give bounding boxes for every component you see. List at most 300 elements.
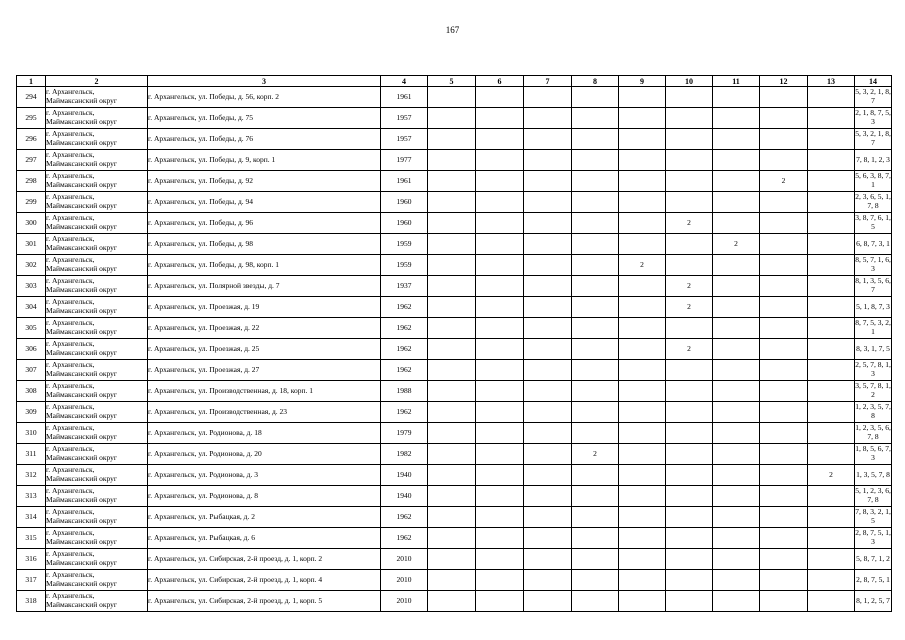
district-city: г. Архангельск, bbox=[46, 318, 95, 328]
page-number: 167 bbox=[445, 25, 460, 35]
district-city: г. Архангельск, bbox=[46, 423, 95, 433]
mark-cell-col6 bbox=[476, 129, 524, 150]
row-number: 301 bbox=[17, 234, 46, 255]
mark-cell-col10 bbox=[666, 507, 713, 528]
district-cell bbox=[46, 276, 148, 297]
mark-cell-col11 bbox=[713, 129, 760, 150]
mark-cell-col9 bbox=[619, 276, 666, 297]
mark-cell-col7 bbox=[524, 150, 572, 171]
mark-cell-col5 bbox=[428, 423, 476, 444]
mark-cell-col6 bbox=[476, 549, 524, 570]
mark-cell-col9 bbox=[619, 192, 666, 213]
row-number: 298 bbox=[17, 171, 46, 192]
mark-cell-col7 bbox=[524, 360, 572, 381]
mark-cell-col8 bbox=[572, 318, 619, 339]
mark-cell-col6 bbox=[476, 381, 524, 402]
address-cell: г. Архангельск, ул. Родионова, д. 8 bbox=[148, 486, 381, 507]
mark-cell-col9 bbox=[619, 87, 666, 108]
sequence-cell: 5, 1, 8, 7, 3 bbox=[855, 297, 892, 318]
mark-cell-col11 bbox=[713, 213, 760, 234]
mark-cell-col7 bbox=[524, 528, 572, 549]
mark-cell-col10 bbox=[666, 381, 713, 402]
mark-cell-col10: 2 bbox=[666, 276, 713, 297]
sequence-cell: 3, 8, 7, 6, 1, 5 bbox=[855, 213, 892, 234]
mark-cell-col12 bbox=[760, 402, 808, 423]
mark-cell-col13 bbox=[808, 87, 855, 108]
mark-cell-col13 bbox=[808, 507, 855, 528]
mark-cell-col7 bbox=[524, 570, 572, 591]
row-number: 309 bbox=[17, 402, 46, 423]
sequence-cell: 1, 2, 3, 5, 7, 8 bbox=[855, 402, 892, 423]
district-cell bbox=[46, 444, 148, 465]
address-cell: г. Архангельск, ул. Проезжая, д. 27 bbox=[148, 360, 381, 381]
mark-cell-col10 bbox=[666, 402, 713, 423]
district-city: г. Архангельск, bbox=[46, 87, 95, 97]
mark-cell-col13 bbox=[808, 192, 855, 213]
mark-cell-col7 bbox=[524, 276, 572, 297]
mark-cell-col5 bbox=[428, 507, 476, 528]
mark-cell-col12 bbox=[760, 444, 808, 465]
row-number: 299 bbox=[17, 192, 46, 213]
district-cell bbox=[46, 297, 148, 318]
mark-cell-col7 bbox=[524, 213, 572, 234]
mark-cell-col9 bbox=[619, 444, 666, 465]
mark-cell-col6 bbox=[476, 234, 524, 255]
column-header: 4 bbox=[381, 76, 428, 87]
year-cell: 2010 bbox=[381, 591, 428, 612]
mark-cell-col10 bbox=[666, 360, 713, 381]
mark-cell-col6 bbox=[476, 297, 524, 318]
district-city: г. Архангельск, bbox=[46, 402, 95, 412]
mark-cell-col8 bbox=[572, 171, 619, 192]
address-cell: г. Архангельск, ул. Полярной звезды, д. 7 bbox=[148, 276, 381, 297]
row-number: 315 bbox=[17, 528, 46, 549]
district-okrug: Маймаксанский округ bbox=[46, 495, 118, 504]
mark-cell-col13 bbox=[808, 444, 855, 465]
sequence-cell: 5, 1, 2, 3, 6, 7, 8 bbox=[855, 486, 892, 507]
mark-cell-col10 bbox=[666, 87, 713, 108]
table-row bbox=[17, 108, 892, 129]
column-header: 8 bbox=[572, 76, 619, 87]
district-cell bbox=[46, 549, 148, 570]
row-number: 316 bbox=[17, 549, 46, 570]
mark-cell-col13 bbox=[808, 171, 855, 192]
year-cell: 1961 bbox=[381, 87, 428, 108]
column-header: 2 bbox=[46, 76, 148, 87]
mark-cell-col12 bbox=[760, 570, 808, 591]
mark-cell-col11 bbox=[713, 108, 760, 129]
district-city: г. Архангельск, bbox=[46, 234, 95, 244]
mark-cell-col6 bbox=[476, 108, 524, 129]
mark-cell-col9 bbox=[619, 507, 666, 528]
mark-cell-col8 bbox=[572, 360, 619, 381]
mark-cell-col8 bbox=[572, 297, 619, 318]
mark-cell-col6 bbox=[476, 591, 524, 612]
address-cell: г. Архангельск, ул. Родионова, д. 18 bbox=[148, 423, 381, 444]
district-city: г. Архангельск, bbox=[46, 192, 95, 202]
mark-cell-col5 bbox=[428, 360, 476, 381]
table-body bbox=[17, 87, 892, 612]
mark-cell-col6 bbox=[476, 486, 524, 507]
district-okrug: Маймаксанский округ bbox=[46, 138, 118, 147]
table-row bbox=[17, 507, 892, 528]
mark-cell-col8 bbox=[572, 192, 619, 213]
register-table bbox=[16, 75, 892, 612]
mark-cell-col13 bbox=[808, 339, 855, 360]
table-row bbox=[17, 213, 892, 234]
mark-cell-col5 bbox=[428, 150, 476, 171]
table-row bbox=[17, 171, 892, 192]
district-city: г. Архангельск, bbox=[46, 444, 95, 454]
district-okrug: Маймаксанский округ bbox=[46, 243, 118, 252]
district-cell bbox=[46, 108, 148, 129]
row-number: 313 bbox=[17, 486, 46, 507]
mark-cell-col13 bbox=[808, 276, 855, 297]
address-cell: г. Архангельск, ул. Рыбацкая, д. 2 bbox=[148, 507, 381, 528]
mark-cell-col9 bbox=[619, 297, 666, 318]
mark-cell-col13: 2 bbox=[808, 465, 855, 486]
mark-cell-col8: 2 bbox=[572, 444, 619, 465]
mark-cell-col10 bbox=[666, 528, 713, 549]
address-cell: г. Архангельск, ул. Производственная, д. 23 bbox=[148, 402, 381, 423]
mark-cell-col11 bbox=[713, 171, 760, 192]
district-cell bbox=[46, 150, 148, 171]
district-city: г. Архангельск, bbox=[46, 276, 95, 286]
mark-cell-col10 bbox=[666, 108, 713, 129]
mark-cell-col5 bbox=[428, 402, 476, 423]
mark-cell-col7 bbox=[524, 486, 572, 507]
district-okrug: Маймаксанский округ bbox=[46, 306, 118, 315]
mark-cell-col11 bbox=[713, 528, 760, 549]
sequence-cell: 1, 3, 5, 7, 8 bbox=[855, 465, 892, 486]
address-cell: г. Архангельск, ул. Победы, д. 98, корп. 1 bbox=[148, 255, 381, 276]
mark-cell-col13 bbox=[808, 402, 855, 423]
mark-cell-col5 bbox=[428, 549, 476, 570]
sequence-cell: 1, 2, 3, 5, 6, 7, 8 bbox=[855, 423, 892, 444]
row-number: 311 bbox=[17, 444, 46, 465]
column-header: 7 bbox=[524, 76, 572, 87]
mark-cell-col6 bbox=[476, 150, 524, 171]
mark-cell-col13 bbox=[808, 528, 855, 549]
sequence-cell: 8, 5, 7, 1, 6, 3 bbox=[855, 255, 892, 276]
mark-cell-col13 bbox=[808, 570, 855, 591]
district-city: г. Архангельск, bbox=[46, 150, 95, 160]
address-cell: г. Архангельск, ул. Победы, д. 75 bbox=[148, 108, 381, 129]
mark-cell-col12 bbox=[760, 339, 808, 360]
mark-cell-col11 bbox=[713, 339, 760, 360]
column-header: 6 bbox=[476, 76, 524, 87]
year-cell: 1959 bbox=[381, 255, 428, 276]
district-okrug: Маймаксанский округ bbox=[46, 369, 118, 378]
year-cell: 1937 bbox=[381, 276, 428, 297]
mark-cell-col9 bbox=[619, 528, 666, 549]
year-cell: 1979 bbox=[381, 423, 428, 444]
mark-cell-col9 bbox=[619, 339, 666, 360]
district-city: г. Архангельск, bbox=[46, 507, 95, 517]
mark-cell-col5 bbox=[428, 129, 476, 150]
table-row bbox=[17, 276, 892, 297]
mark-cell-col7 bbox=[524, 318, 572, 339]
table-row bbox=[17, 234, 892, 255]
row-number: 296 bbox=[17, 129, 46, 150]
mark-cell-col10 bbox=[666, 318, 713, 339]
mark-cell-col7 bbox=[524, 423, 572, 444]
mark-cell-col8 bbox=[572, 87, 619, 108]
mark-cell-col10 bbox=[666, 570, 713, 591]
year-cell: 1960 bbox=[381, 213, 428, 234]
district-cell bbox=[46, 570, 148, 591]
district-okrug: Маймаксанский округ bbox=[46, 285, 118, 294]
mark-cell-col10 bbox=[666, 444, 713, 465]
mark-cell-col11 bbox=[713, 444, 760, 465]
sequence-cell: 7, 8, 1, 2, 3 bbox=[855, 150, 892, 171]
mark-cell-col8 bbox=[572, 402, 619, 423]
district-cell bbox=[46, 465, 148, 486]
mark-cell-col5 bbox=[428, 255, 476, 276]
mark-cell-col12 bbox=[760, 465, 808, 486]
year-cell: 1962 bbox=[381, 507, 428, 528]
mark-cell-col8 bbox=[572, 507, 619, 528]
address-cell: г. Архангельск, ул. Производственная, д. 18, корп. 1 bbox=[148, 381, 381, 402]
mark-cell-col12: 2 bbox=[760, 171, 808, 192]
mark-cell-col5 bbox=[428, 192, 476, 213]
row-number: 294 bbox=[17, 87, 46, 108]
row-number: 295 bbox=[17, 108, 46, 129]
table-row bbox=[17, 297, 892, 318]
column-header: 10 bbox=[666, 76, 713, 87]
district-cell bbox=[46, 129, 148, 150]
row-number: 304 bbox=[17, 297, 46, 318]
mark-cell-col9 bbox=[619, 318, 666, 339]
year-cell: 1982 bbox=[381, 444, 428, 465]
row-number: 300 bbox=[17, 213, 46, 234]
table-row bbox=[17, 402, 892, 423]
year-cell: 1957 bbox=[381, 129, 428, 150]
mark-cell-col8 bbox=[572, 465, 619, 486]
column-header: 13 bbox=[808, 76, 855, 87]
mark-cell-col6 bbox=[476, 465, 524, 486]
mark-cell-col5 bbox=[428, 465, 476, 486]
mark-cell-col13 bbox=[808, 423, 855, 444]
sequence-cell: 5, 8, 7, 1, 2 bbox=[855, 549, 892, 570]
year-cell: 1960 bbox=[381, 192, 428, 213]
column-header: 5 bbox=[428, 76, 476, 87]
mark-cell-col10 bbox=[666, 129, 713, 150]
district-cell bbox=[46, 87, 148, 108]
mark-cell-col7 bbox=[524, 444, 572, 465]
table-row bbox=[17, 255, 892, 276]
mark-cell-col10 bbox=[666, 150, 713, 171]
mark-cell-col11 bbox=[713, 150, 760, 171]
mark-cell-col12 bbox=[760, 318, 808, 339]
district-okrug: Маймаксанский округ bbox=[46, 96, 118, 105]
district-city: г. Архангельск, bbox=[46, 339, 95, 349]
year-cell: 1962 bbox=[381, 339, 428, 360]
district-cell bbox=[46, 234, 148, 255]
mark-cell-col9 bbox=[619, 465, 666, 486]
mark-cell-col12 bbox=[760, 276, 808, 297]
mark-cell-col6 bbox=[476, 339, 524, 360]
mark-cell-col8 bbox=[572, 570, 619, 591]
sequence-cell: 2, 3, 6, 5, 1, 7, 8 bbox=[855, 192, 892, 213]
table-row bbox=[17, 192, 892, 213]
district-city: г. Архангельск, bbox=[46, 129, 95, 139]
sequence-cell: 8, 1, 2, 5, 7 bbox=[855, 591, 892, 612]
mark-cell-col12 bbox=[760, 381, 808, 402]
table-row bbox=[17, 528, 892, 549]
mark-cell-col8 bbox=[572, 276, 619, 297]
mark-cell-col11 bbox=[713, 486, 760, 507]
mark-cell-col11 bbox=[713, 549, 760, 570]
mark-cell-col9 bbox=[619, 234, 666, 255]
district-city: г. Архангельск, bbox=[46, 213, 95, 223]
district-cell bbox=[46, 192, 148, 213]
district-cell bbox=[46, 171, 148, 192]
mark-cell-col8 bbox=[572, 150, 619, 171]
table-row bbox=[17, 591, 892, 612]
district-okrug: Маймаксанский округ bbox=[46, 348, 118, 357]
mark-cell-col7 bbox=[524, 549, 572, 570]
mark-cell-col10: 2 bbox=[666, 213, 713, 234]
row-number: 307 bbox=[17, 360, 46, 381]
district-city: г. Архангельск, bbox=[46, 381, 95, 391]
year-cell: 1988 bbox=[381, 381, 428, 402]
mark-cell-col10 bbox=[666, 255, 713, 276]
mark-cell-col8 bbox=[572, 528, 619, 549]
address-cell: г. Архангельск, ул. Родионова, д. 20 bbox=[148, 444, 381, 465]
mark-cell-col6 bbox=[476, 318, 524, 339]
mark-cell-col6 bbox=[476, 87, 524, 108]
address-cell: г. Архангельск, ул. Победы, д. 9, корп. 1 bbox=[148, 150, 381, 171]
mark-cell-col10: 2 bbox=[666, 297, 713, 318]
mark-cell-col6 bbox=[476, 444, 524, 465]
mark-cell-col9 bbox=[619, 381, 666, 402]
mark-cell-col10 bbox=[666, 171, 713, 192]
district-city: г. Архангельск, bbox=[46, 570, 95, 580]
mark-cell-col7 bbox=[524, 381, 572, 402]
mark-cell-col9 bbox=[619, 423, 666, 444]
mark-cell-col8 bbox=[572, 213, 619, 234]
row-number: 314 bbox=[17, 507, 46, 528]
mark-cell-col8 bbox=[572, 591, 619, 612]
mark-cell-col5 bbox=[428, 486, 476, 507]
district-okrug: Маймаксанский округ bbox=[46, 558, 118, 567]
year-cell: 1940 bbox=[381, 465, 428, 486]
district-okrug: Маймаксанский округ bbox=[46, 579, 118, 588]
mark-cell-col5 bbox=[428, 528, 476, 549]
row-number: 297 bbox=[17, 150, 46, 171]
column-header: 9 bbox=[619, 76, 666, 87]
mark-cell-col8 bbox=[572, 339, 619, 360]
district-city: г. Архангельск, bbox=[46, 528, 95, 538]
year-cell: 1977 bbox=[381, 150, 428, 171]
mark-cell-col10 bbox=[666, 465, 713, 486]
sequence-cell: 2, 8, 7, 5, 1, 3 bbox=[855, 528, 892, 549]
mark-cell-col13 bbox=[808, 213, 855, 234]
row-number: 317 bbox=[17, 570, 46, 591]
mark-cell-col6 bbox=[476, 528, 524, 549]
mark-cell-col5 bbox=[428, 234, 476, 255]
district-city: г. Архангельск, bbox=[46, 486, 95, 496]
year-cell: 1957 bbox=[381, 108, 428, 129]
sequence-cell: 1, 8, 5, 6, 7, 3 bbox=[855, 444, 892, 465]
row-number: 302 bbox=[17, 255, 46, 276]
mark-cell-col13 bbox=[808, 108, 855, 129]
mark-cell-col11 bbox=[713, 402, 760, 423]
mark-cell-col11 bbox=[713, 507, 760, 528]
mark-cell-col5 bbox=[428, 339, 476, 360]
mark-cell-col7 bbox=[524, 192, 572, 213]
year-cell: 1940 bbox=[381, 486, 428, 507]
table-row bbox=[17, 486, 892, 507]
address-cell: г. Архангельск, ул. Проезжая, д. 25 bbox=[148, 339, 381, 360]
header-row bbox=[17, 76, 892, 87]
row-number: 318 bbox=[17, 591, 46, 612]
mark-cell-col13 bbox=[808, 360, 855, 381]
district-okrug: Маймаксанский округ bbox=[46, 180, 118, 189]
district-okrug: Маймаксанский округ bbox=[46, 453, 118, 462]
address-cell: г. Архангельск, ул. Рыбацкая, д. 6 bbox=[148, 528, 381, 549]
mark-cell-col13 bbox=[808, 255, 855, 276]
row-number: 310 bbox=[17, 423, 46, 444]
district-okrug: Маймаксанский округ bbox=[46, 537, 118, 546]
sequence-cell: 3, 5, 7, 8, 1, 2 bbox=[855, 381, 892, 402]
address-cell: г. Архангельск, ул. Победы, д. 98 bbox=[148, 234, 381, 255]
mark-cell-col11 bbox=[713, 360, 760, 381]
mark-cell-col7 bbox=[524, 87, 572, 108]
table-row bbox=[17, 360, 892, 381]
mark-cell-col5 bbox=[428, 108, 476, 129]
sequence-cell: 5, 3, 2, 1, 8, 7 bbox=[855, 87, 892, 108]
district-okrug: Маймаксанский округ bbox=[46, 411, 118, 420]
year-cell: 1962 bbox=[381, 297, 428, 318]
column-header: 12 bbox=[760, 76, 808, 87]
sequence-cell: 6, 8, 7, 3, 1 bbox=[855, 234, 892, 255]
district-cell bbox=[46, 213, 148, 234]
mark-cell-col5 bbox=[428, 297, 476, 318]
district-cell bbox=[46, 360, 148, 381]
mark-cell-col6 bbox=[476, 171, 524, 192]
mark-cell-col11 bbox=[713, 423, 760, 444]
mark-cell-col13 bbox=[808, 486, 855, 507]
mark-cell-col12 bbox=[760, 108, 808, 129]
district-cell bbox=[46, 486, 148, 507]
sequence-cell: 7, 8, 3, 2, 1, 5 bbox=[855, 507, 892, 528]
mark-cell-col12 bbox=[760, 297, 808, 318]
mark-cell-col9 bbox=[619, 171, 666, 192]
mark-cell-col5 bbox=[428, 276, 476, 297]
mark-cell-col9 bbox=[619, 570, 666, 591]
sequence-cell: 2, 1, 8, 7, 5, 3 bbox=[855, 108, 892, 129]
mark-cell-col10 bbox=[666, 591, 713, 612]
mark-cell-col13 bbox=[808, 297, 855, 318]
mark-cell-col7 bbox=[524, 507, 572, 528]
address-cell: г. Архангельск, ул. Победы, д. 92 bbox=[148, 171, 381, 192]
mark-cell-col12 bbox=[760, 507, 808, 528]
district-city: г. Архангельск, bbox=[46, 549, 95, 559]
mark-cell-col8 bbox=[572, 423, 619, 444]
mark-cell-col7 bbox=[524, 108, 572, 129]
sequence-cell: 8, 3, 1, 7, 5 bbox=[855, 339, 892, 360]
mark-cell-col11 bbox=[713, 381, 760, 402]
year-cell: 1959 bbox=[381, 234, 428, 255]
district-cell bbox=[46, 528, 148, 549]
mark-cell-col5 bbox=[428, 318, 476, 339]
district-cell bbox=[46, 423, 148, 444]
district-okrug: Маймаксанский округ bbox=[46, 432, 118, 441]
mark-cell-col13 bbox=[808, 549, 855, 570]
sequence-cell: 8, 1, 3, 5, 6, 7 bbox=[855, 276, 892, 297]
